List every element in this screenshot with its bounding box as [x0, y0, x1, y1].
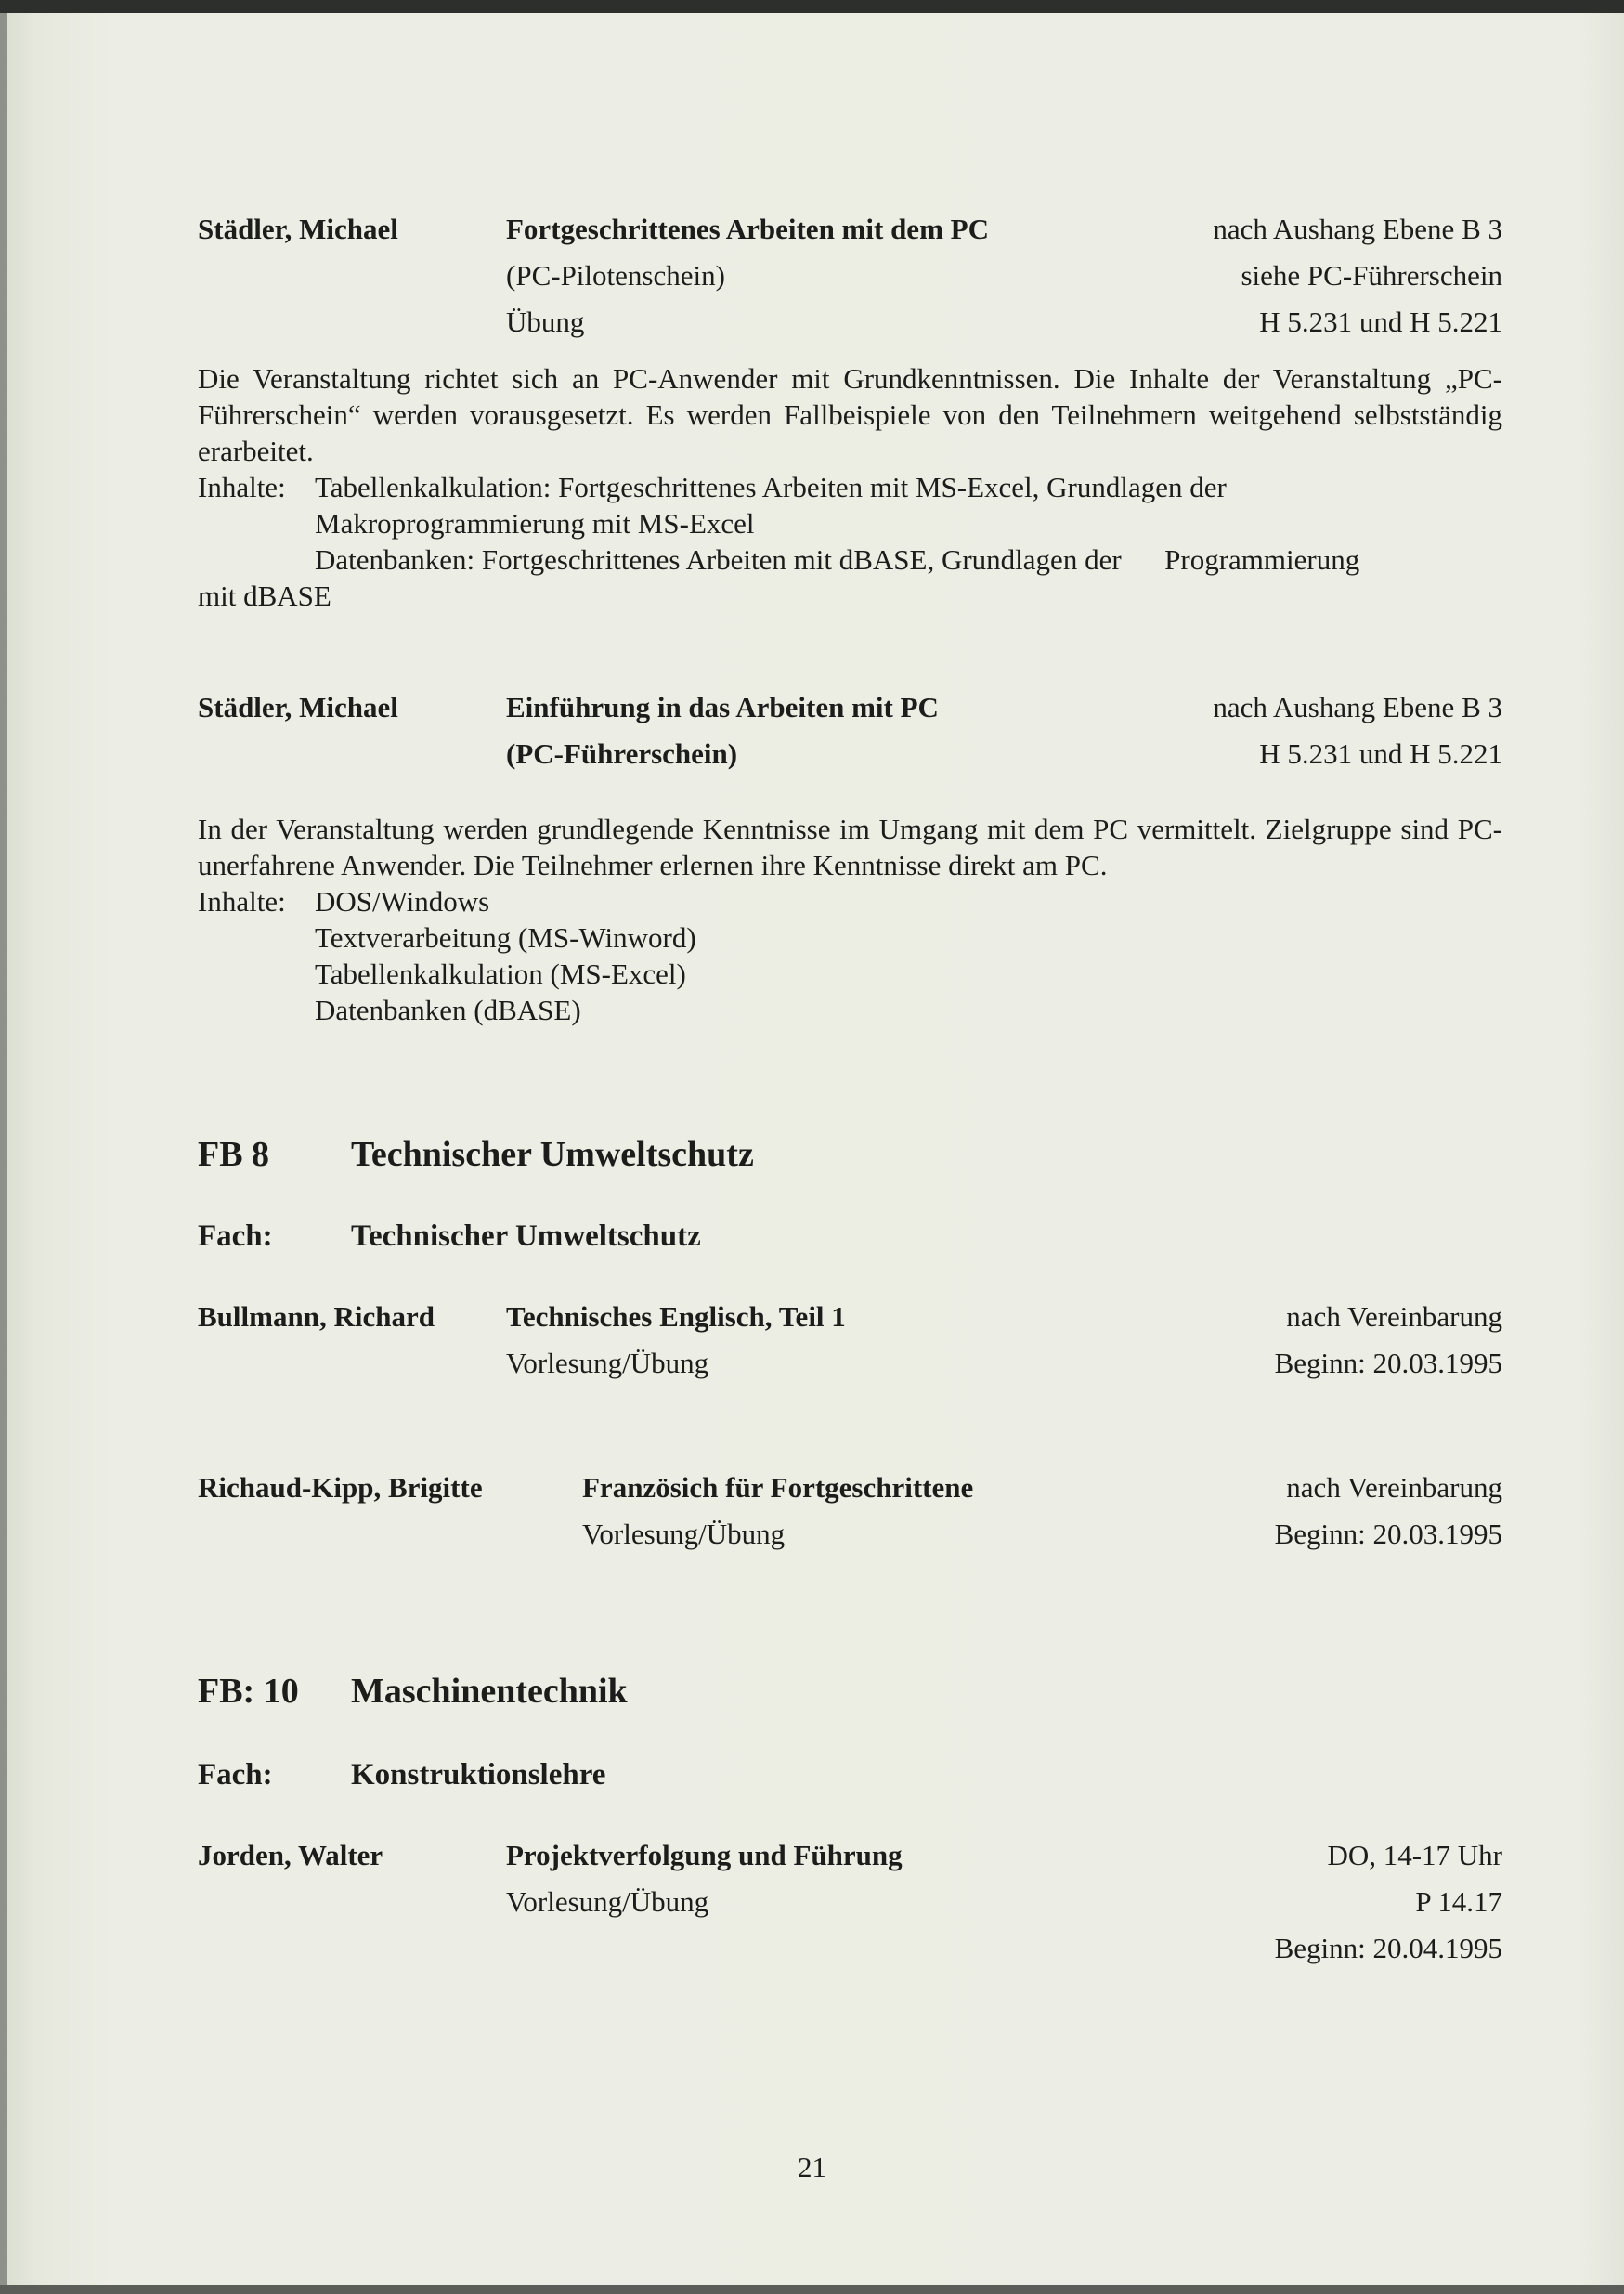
contents-item: Textverarbeitung (MS-Winword) — [315, 921, 696, 954]
course-type: Vorlesung/Übung — [506, 1347, 709, 1379]
contents-line: Makroprogrammierung mit MS-Excel — [315, 507, 755, 540]
fach-label: Fach: — [198, 1219, 273, 1253]
section-title: Technischer Umweltschutz — [351, 1135, 754, 1174]
course-location: nach Aushang Ebene B 3 — [1213, 213, 1502, 245]
contents-item: DOS/Windows — [315, 885, 490, 918]
section-title: Maschinentechnik — [351, 1672, 628, 1711]
course-entry-4 — [198, 1465, 1502, 1558]
scan-top-edge — [0, 0, 1624, 13]
fach-value: Konstruktionslehre — [351, 1758, 606, 1792]
lecturer-name: Städler, Michael — [198, 691, 398, 723]
section-fb8 — [198, 1128, 1502, 1258]
contents-label: Inhalte: — [198, 471, 286, 503]
page-content — [198, 206, 1502, 1972]
contents-item: Datenbanken (dBASE) — [315, 994, 581, 1026]
course-description: In der Veranstaltung werden grundlegende Kenntnisse im Umgang mit dem PC vermittelt. Zielgruppe sind PC-unerfahrene Anwender. Die Teilnehmer erlernen ihre Kenntnisse direkt am PC. — [198, 813, 1502, 881]
course-time: DO, 14-17 Uhr — [1327, 1839, 1502, 1871]
course-start: Beginn: 20.03.1995 — [1274, 1518, 1502, 1550]
section-number: FB 8 — [198, 1135, 270, 1174]
course-entry-2 — [198, 684, 1502, 1028]
course-type: Vorlesung/Übung — [582, 1518, 786, 1550]
course-room: P 14.17 — [1415, 1885, 1502, 1918]
contents-item: Tabellenkalkulation (MS-Excel) — [315, 958, 686, 990]
course-type: Übung — [506, 306, 585, 338]
course-title: Technisches Englisch, Teil 1 — [506, 1300, 846, 1333]
contents-label: Inhalte: — [198, 885, 286, 918]
course-entry-1 — [198, 206, 1502, 614]
course-start: Beginn: 20.04.1995 — [1274, 1932, 1502, 1964]
course-title: Einführung in das Arbeiten mit PC — [506, 691, 939, 723]
lecturer-name: Richaud-Kipp, Brigitte — [198, 1471, 483, 1504]
course-start: Beginn: 20.03.1995 — [1274, 1347, 1502, 1379]
course-subtitle: (PC-Pilotenschein) — [506, 259, 725, 292]
section-number: FB: 10 — [198, 1672, 299, 1711]
contents-line: Tabellenkalkulation: Fortgeschrittenes Arbeiten mit MS-Excel, Grundlagen der — [315, 471, 1227, 503]
course-entry-3 — [198, 1294, 1502, 1387]
scan-bottom-edge — [0, 2285, 1624, 2294]
page-number: 21 — [798, 2151, 826, 2183]
course-time: nach Vereinbarung — [1286, 1471, 1502, 1504]
course-title: Französich für Fortgeschrittene — [582, 1471, 974, 1504]
fach-value: Technischer Umweltschutz — [351, 1219, 701, 1253]
course-type: Vorlesung/Übung — [506, 1885, 709, 1918]
course-entry-5 — [198, 1832, 1502, 1972]
course-rooms: H 5.231 und H 5.221 — [1259, 306, 1502, 338]
course-description: Die Veranstaltung richtet sich an PC-Anwender mit Grundkenntnissen. Die Inhalte der Veranstaltung „PC-Führerschein“ werden vorausgesetzt. Es werden Fallbeispiele von den Teilnehmern weitgehend selbstständig erarbeitet. — [198, 362, 1502, 467]
course-location: nach Aushang Ebene B 3 — [1213, 691, 1502, 723]
course-title: Projektverfolgung und Führung — [506, 1839, 903, 1871]
course-rooms: H 5.231 und H 5.221 — [1259, 737, 1502, 770]
course-time: nach Vereinbarung — [1286, 1300, 1502, 1333]
contents-line: Datenbanken: Fortgeschrittenes Arbeiten mit dBASE, Grundlagen der Programmierung — [315, 543, 1360, 576]
course-subtitle: (PC-Führerschein) — [506, 737, 738, 770]
lecturer-name: Bullmann, Richard — [198, 1300, 435, 1333]
fach-label: Fach: — [198, 1758, 273, 1792]
scan-left-edge — [0, 13, 7, 2294]
course-title: Fortgeschrittenes Arbeiten mit dem PC — [506, 213, 989, 245]
lecturer-name: Jorden, Walter — [198, 1839, 383, 1871]
course-reference: siehe PC-Führerschein — [1241, 259, 1502, 292]
section-fb10 — [198, 1665, 1502, 1797]
contents-line: mit dBASE — [198, 580, 331, 612]
lecturer-name: Städler, Michael — [198, 213, 398, 245]
